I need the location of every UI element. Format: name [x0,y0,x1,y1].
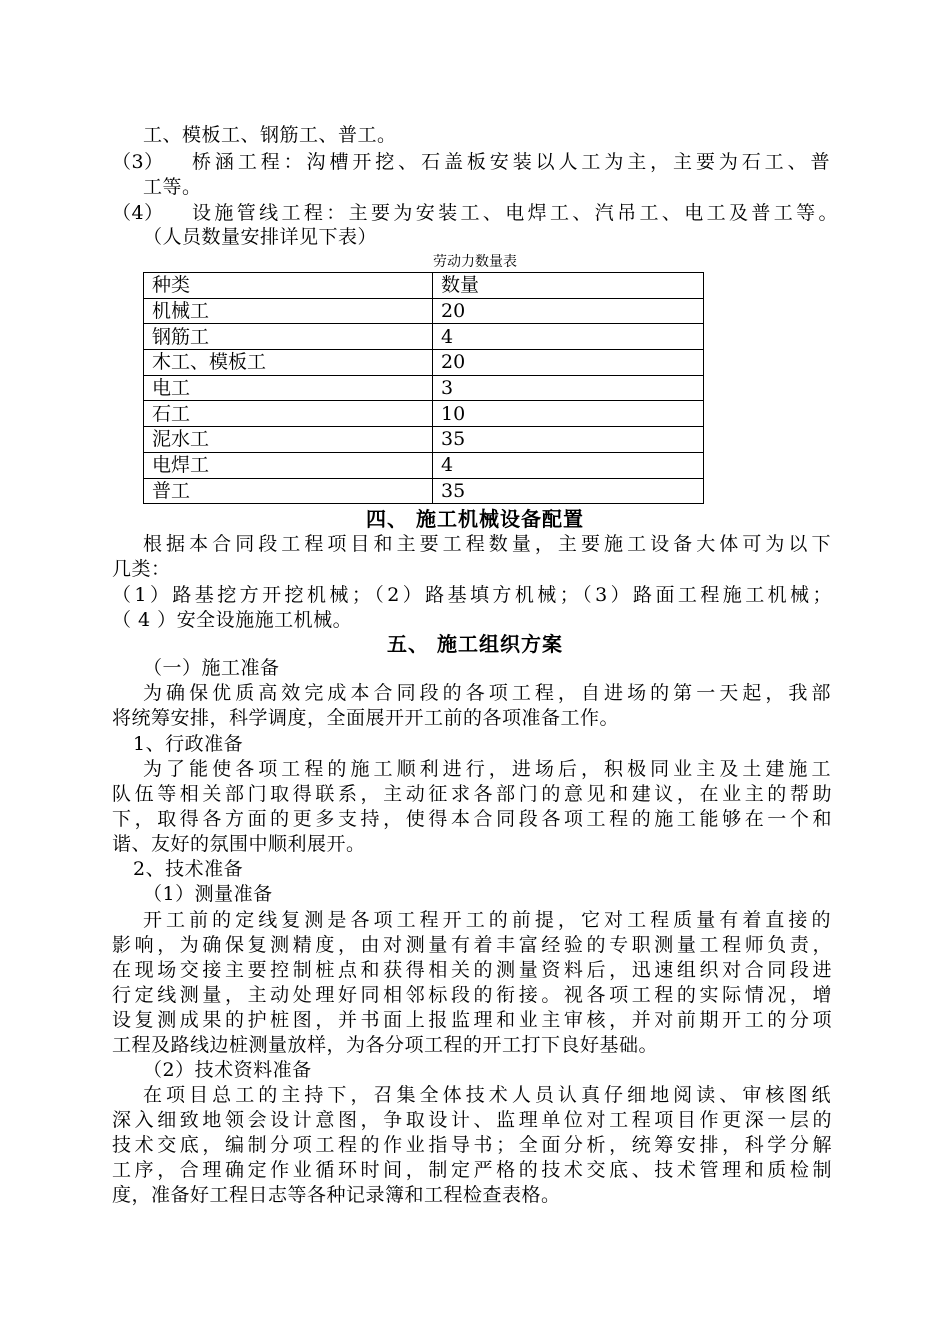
cell-quantity: 20 [433,298,704,324]
cell-type: 普工 [144,478,433,504]
survey-line: 行定线测量，主动处理好同相邻标段的衔接。视各项工程的实际情况，增 [112,984,832,1006]
cell-quantity: 3 [433,375,704,401]
survey-line: 影响，为确保复测精度，由对测量有着丰富经验的专职测量工程师负责， [112,934,832,956]
table-row [144,350,704,376]
survey-line: 设复测成果的护桩图，并书面上报监理和业主审核，并对前期开工的分项 [112,1009,832,1031]
cell-type: 电焊工 [144,452,433,478]
tech-prep-title: 2、技术准备 [133,858,244,880]
section4-para2-line1: （1）路基挖方开挖机械；（2）路基填方机械；（3）路面工程施工机械； [112,584,832,606]
survey-prep-title: （1）测量准备 [143,883,273,905]
docs-prep-title: （2）技术资料准备 [143,1059,312,1081]
section5-sub1: （一）施工准备 [143,657,280,679]
table-row [144,401,704,427]
survey-line: 开工前的定线复测是各项工程开工的前提，它对工程质量有着直接的 [143,909,831,931]
admin-line: 为了能使各项工程的施工顺利进行，进场后，积极同业主及土建施工 [143,758,831,780]
admin-line: 谐、友好的氛围中顺利展开。 [112,833,366,855]
cell-type: 石工 [144,401,433,427]
admin-prep-title: 1、行政准备 [133,733,244,755]
table-note: （人员数量安排详见下表） [143,226,378,248]
docs-line: 深入细致地领会设计意图，争取设计、监理单位对工程项目作更深一层的 [112,1109,832,1131]
item3-continuation: 工等。 [143,176,202,198]
section5-intro-line1: 为确保优质高效完成本合同段的各项工程，自进场的第一天起，我部 [143,682,831,704]
table-caption: 劳动力数量表 [433,254,517,270]
table-row [144,478,704,504]
cell-quantity: 4 [433,452,704,478]
section5-heading: 五、 施工组织方案 [387,632,563,656]
labor-table [143,272,704,504]
cell-quantity: 4 [433,324,704,350]
item4-text: 设施管线工程：主要为安装工、电焊工、汽吊工、电工及普工等。 [192,202,838,224]
table-row [144,298,704,324]
survey-line: 工程及路线边桩测量放样，为各分项工程的开工打下良好基础。 [112,1034,659,1056]
cell-type: 机械工 [144,298,433,324]
table-row [144,452,704,478]
cell-quantity: 35 [433,478,704,504]
section4-para1-line1: 根据本合同段工程项目和主要工程数量，主要施工设备大体可为以下 [143,533,831,555]
item4-number: （4） [112,202,164,224]
table-header-row [144,273,704,299]
header-type: 种类 [144,273,433,299]
cell-type: 泥水工 [144,427,433,453]
docs-line: 技术交底，编制分项工程的作业指导书；全面分析，统筹安排，科学分解 [112,1134,832,1156]
intro-line: 工、模板工、钢筋工、普工。 [143,124,397,146]
table-row [144,427,704,453]
table-row [144,324,704,350]
cell-quantity: 10 [433,401,704,427]
cell-quantity: 35 [433,427,704,453]
item3-number: （3） [112,151,164,173]
item3-text: 桥涵工程：沟槽开挖、石盖板安装以人工为主，主要为石工、普 [192,151,830,173]
docs-line: 度，准备好工程日志等各种记录簿和工程检查表格。 [112,1184,561,1206]
section4-para2-line2: （ 4 ）安全设施施工机械。 [112,609,353,631]
header-quantity: 数量 [433,273,704,299]
table-row [144,375,704,401]
docs-line: 在项目总工的主持下，召集全体技术人员认真仔细地阅读、审核图纸 [143,1084,831,1106]
section4-para1-line2: 几类： [112,558,171,580]
cell-type: 钢筋工 [144,324,433,350]
admin-line: 队伍等相关部门取得联系，主动征求各部门的意见和建议，在业主的帮助 [112,783,832,805]
section5-intro-line2: 将统筹安排，科学调度，全面展开开工前的各项准备工作。 [112,707,620,729]
survey-line: 在现场交接主要控制桩点和获得相关的测量资料后，迅速组织对合同段进 [112,959,832,981]
section4-heading: 四、 施工机械设备配置 [366,507,584,531]
docs-line: 工序，合理确定作业循环时间，制定严格的技术交底、技术管理和质检制 [112,1159,832,1181]
admin-line: 下，取得各方面的更多支持，使得本合同段各项工程的施工能够在一个和 [112,808,832,830]
cell-type: 电工 [144,375,433,401]
cell-type: 木工、模板工 [144,350,433,376]
cell-quantity: 20 [433,350,704,376]
